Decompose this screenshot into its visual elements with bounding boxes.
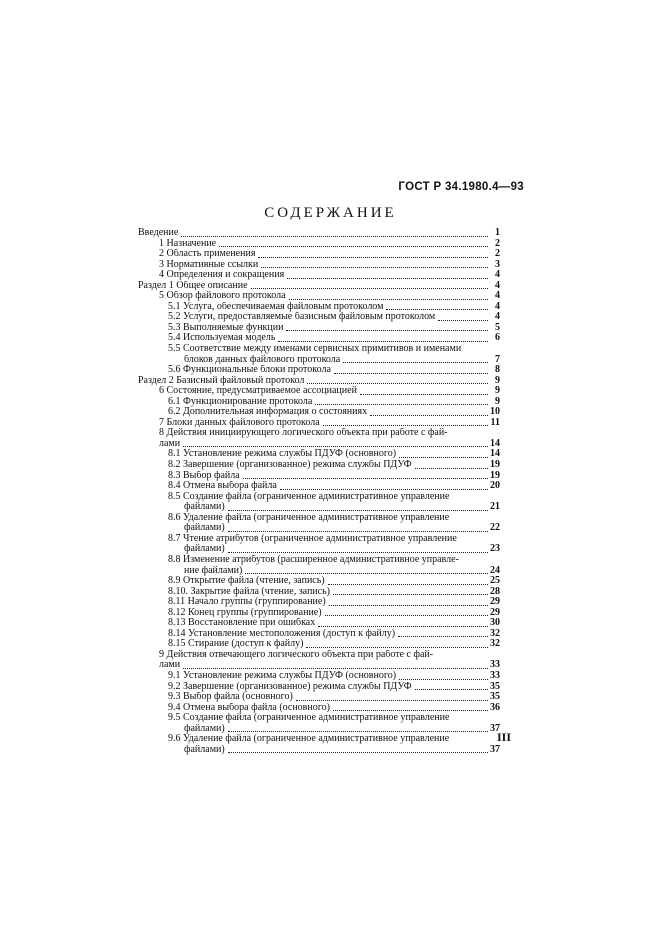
toc-entry-page: 24: [490, 564, 500, 576]
toc-entry: [138, 323, 500, 334]
toc-entry: [138, 703, 500, 714]
toc-entry-page: 32: [490, 627, 500, 639]
toc-entry-label: 8.9 Открытие файла (чтение, запись): [168, 576, 325, 587]
toc-entry-label: лами: [159, 438, 181, 449]
dot-leader: [181, 235, 488, 237]
toc-entry-label: 1 Назначение: [159, 238, 217, 249]
dot-leader: [323, 424, 488, 426]
toc-entry-page: 20: [490, 480, 500, 492]
dot-leader: [415, 467, 488, 469]
dot-leader: [325, 614, 488, 616]
toc-entry-label: 8.5 Создание файла (ограниченное административное управление: [168, 491, 450, 502]
toc-entry: [138, 576, 500, 587]
dot-leader: [329, 604, 488, 606]
toc-entry: [138, 734, 500, 745]
toc-entry-label: 7 Блоки данных файлового протокола: [159, 417, 320, 428]
toc-entry: [138, 745, 500, 756]
toc-entry: [138, 660, 500, 671]
toc-entry: [138, 397, 500, 408]
toc-entry-page: 5: [495, 321, 500, 333]
toc-entry-label: лами: [159, 660, 181, 671]
dot-leader: [398, 635, 488, 637]
dot-leader: [251, 287, 488, 289]
toc-entry-label: 8.3 Выбор файла: [168, 470, 240, 481]
toc-entry-label: 8.2 Завершение (организованное) режима службы ПДУФ: [168, 460, 412, 471]
dot-leader: [261, 266, 488, 268]
toc-entry-label: 4 Определения и сокращения: [159, 270, 285, 281]
toc-entry: [138, 312, 500, 323]
toc-entry-page: 4: [495, 311, 500, 323]
toc-entry: [138, 629, 500, 640]
toc-entry-page: 33: [490, 669, 500, 681]
dot-leader: [333, 709, 488, 711]
dot-leader: [278, 340, 488, 342]
toc-entry: [138, 671, 500, 682]
toc-entry-label: 9.4 Отмена выбора файла (основного): [168, 702, 330, 713]
toc-entry-label: 9 Действия отвечающего логического объекта при работе с фай-: [159, 649, 434, 660]
toc-entry-label: 9.2 Завершение (организованное) режима службы ПДУФ: [168, 681, 412, 692]
page-title: СОДЕРЖАНИЕ: [264, 205, 397, 221]
toc-entry-page: 33: [490, 659, 500, 671]
toc-entry-page: 4: [495, 269, 500, 281]
toc-entry: [138, 523, 500, 534]
toc-entry: [138, 534, 500, 545]
dot-leader: [228, 730, 488, 732]
dot-leader: [228, 509, 488, 511]
toc-entry-label: 5 Обзор файлового протокола: [159, 291, 286, 302]
toc-entry-page: 32: [490, 638, 500, 650]
toc-entry-label: Раздел 2 Базисный файловый протокол: [138, 375, 305, 386]
toc-entry-label: файлами): [184, 523, 225, 534]
document-standard-header: ГОСТ Р 34.1980.4—93: [398, 181, 524, 193]
dot-leader: [415, 688, 488, 690]
toc-entry-page: 22: [490, 522, 500, 534]
toc-entry: [138, 449, 500, 460]
toc-entry: [138, 682, 500, 693]
toc-entry-page: 25: [490, 575, 500, 587]
toc-entry: [138, 355, 500, 366]
toc-entry: [138, 713, 500, 724]
toc-entry: [138, 618, 500, 629]
toc-entry: [138, 270, 500, 281]
toc-entry-label: 8.7 Чтение атрибутов (ограниченное административное управление: [168, 533, 457, 544]
toc-entry: [138, 333, 500, 344]
toc-entry-label: 8.14 Установление местоположения (доступ к файлу): [168, 628, 396, 639]
toc-entry: [138, 439, 500, 450]
dot-leader: [228, 530, 488, 532]
toc-entry-label: 6.1 Функционирование протокола: [168, 396, 313, 407]
toc-entry: [138, 724, 500, 735]
toc-entry: [138, 418, 500, 429]
toc-entry-label: 5.2 Услуги, предоставляемые базисным файловым протоколом: [168, 312, 436, 323]
table-of-contents: [138, 228, 500, 755]
dot-leader: [333, 593, 488, 595]
dot-leader: [343, 361, 488, 363]
toc-entry-page: 14: [490, 437, 500, 449]
toc-entry-page: 2: [495, 237, 500, 249]
dot-leader: [228, 751, 488, 753]
toc-entry-label: 8.12 Конец группы (группирование): [168, 607, 322, 618]
toc-entry-label: 8.8 Изменение атрибутов (расширенное административное управле-: [168, 554, 459, 565]
toc-entry: [138, 428, 500, 439]
toc-entry-page: 35: [490, 691, 500, 703]
dot-leader: [245, 572, 488, 574]
toc-entry-page: 14: [490, 448, 500, 460]
toc-entry-page: 36: [490, 701, 500, 713]
dot-leader: [306, 646, 488, 648]
toc-entry-page: 19: [490, 469, 500, 481]
toc-entry: [138, 587, 500, 598]
toc-entry-page: 4: [495, 290, 500, 302]
dot-leader: [286, 329, 488, 331]
toc-entry-label: 5.1 Услуга, обеспечиваемая файловым протоколом: [168, 301, 384, 312]
toc-entry-label: 3 Нормативные ссылки: [159, 259, 259, 270]
dot-leader: [228, 551, 488, 553]
toc-entry-label: файлами): [184, 502, 225, 513]
toc-entry: [138, 650, 500, 661]
toc-entry-page: 35: [490, 680, 500, 692]
toc-entry: [138, 639, 500, 650]
toc-entry-label: файлами): [184, 744, 225, 755]
toc-entry: [138, 407, 500, 418]
toc-entry-label: 9.6 Удаление файла (ограниченное административное управление: [168, 734, 450, 745]
page-number: III: [496, 730, 511, 744]
toc-entry-page: 9: [495, 385, 500, 397]
toc-entry: [138, 608, 500, 619]
toc-entry: [138, 376, 500, 387]
dot-leader: [328, 583, 488, 585]
toc-entry-label: 8.6 Удаление файла (ограниченное административное управление: [168, 512, 450, 523]
dot-leader: [258, 256, 488, 258]
dot-leader: [399, 456, 488, 458]
toc-entry: [138, 239, 500, 250]
dot-leader: [280, 488, 488, 490]
toc-entry-page: 29: [490, 606, 500, 618]
toc-entry-page: 9: [495, 395, 500, 407]
toc-entry-page: 23: [490, 543, 500, 555]
toc-entry: [138, 460, 500, 471]
toc-entry-label: 6.2 Дополнительная информация о состояниях: [168, 407, 368, 418]
toc-entry-page: 4: [495, 279, 500, 291]
dot-leader: [183, 445, 488, 447]
toc-entry: [138, 502, 500, 513]
toc-entry-page: 2: [495, 248, 500, 260]
toc-entry: [138, 471, 500, 482]
dot-leader: [360, 393, 488, 395]
toc-entry-label: Раздел 1 Общее описание: [138, 280, 248, 291]
toc-entry: [138, 555, 500, 566]
toc-entry-page: 6: [495, 332, 500, 344]
toc-entry-page: 37: [490, 743, 500, 755]
dot-leader: [318, 625, 488, 627]
toc-entry-label: 2 Область применения: [159, 249, 256, 260]
toc-entry-label: 6 Состояние, предусматриваемое ассоциацией: [159, 386, 357, 397]
dot-leader: [438, 319, 488, 321]
toc-entry-page: 8: [495, 364, 500, 376]
dot-leader: [307, 382, 488, 384]
dot-leader: [334, 372, 488, 374]
dot-leader: [296, 699, 488, 701]
toc-entry: [138, 228, 500, 239]
toc-entry: [138, 544, 500, 555]
toc-entry-label: 8 Действия инициирующего логического объекта при работе с фай-: [159, 428, 448, 439]
toc-entry: [138, 281, 500, 292]
toc-entry: [138, 492, 500, 503]
toc-entry-label: ние файлами): [184, 565, 243, 576]
toc-entry-page: 30: [490, 617, 500, 629]
toc-entry-page: 3: [495, 258, 500, 270]
toc-entry: [138, 566, 500, 577]
dot-leader: [370, 414, 488, 416]
toc-entry: [138, 692, 500, 703]
toc-entry-label: 8.13 Восстановление при ошибках: [168, 618, 316, 629]
dot-leader: [315, 403, 488, 405]
toc-entry-label: 9.1 Установление режима службы ПДУФ (основного): [168, 670, 397, 681]
dot-leader: [219, 245, 488, 247]
toc-entry: [138, 249, 500, 260]
toc-entry-label: 5.6 Функциональные блоки протокола: [168, 365, 331, 376]
toc-entry-label: 9.5 Создание файла (ограниченное административное управление: [168, 713, 450, 724]
dot-leader: [243, 477, 488, 479]
toc-entry-label: блоков данных файлового протокола: [184, 354, 341, 365]
toc-entry-page: 11: [490, 416, 500, 428]
toc-entry-label: 8.1 Установление режима службы ПДУФ (основного): [168, 449, 397, 460]
toc-entry-page: 19: [490, 459, 500, 471]
toc-entry: [138, 365, 500, 376]
toc-entry: [138, 344, 500, 355]
dot-leader: [287, 277, 488, 279]
toc-entry-label: 5.3 Выполняемые функции: [168, 322, 284, 333]
toc-entry: [138, 260, 500, 271]
toc-entry-page: 1: [495, 227, 500, 238]
toc-entry-label: файлами): [184, 723, 225, 734]
toc-entry-label: 5.5 Соответствие между именами сервисных примитивов и именами: [168, 344, 462, 355]
toc-entry: [138, 513, 500, 524]
dot-leader: [183, 667, 488, 669]
toc-entry-page: 10: [490, 406, 500, 418]
toc-entry-label: 8.11 Начало группы (группирование): [168, 597, 326, 608]
toc-entry-label: 9.3 Выбор файла (основного): [168, 692, 293, 703]
toc-entry: [138, 481, 500, 492]
toc-entry-label: 8.15 Стирание (доступ к файлу): [168, 639, 304, 650]
toc-entry: [138, 291, 500, 302]
dot-leader: [386, 308, 488, 310]
toc-entry: [138, 386, 500, 397]
toc-entry-label: 8.4 Отмена выбора файла: [168, 481, 277, 492]
toc-entry-label: Введение: [138, 228, 179, 238]
dot-leader: [289, 298, 488, 300]
toc-entry-page: 21: [490, 501, 500, 513]
toc-entry-page: 7: [495, 353, 500, 365]
toc-entry-page: 9: [495, 374, 500, 386]
toc-entry-page: 29: [490, 596, 500, 608]
toc-entry: [138, 302, 500, 313]
toc-entry-label: 5.4 Используемая модель: [168, 333, 276, 344]
dot-leader: [399, 678, 488, 680]
toc-entry-page: 4: [495, 300, 500, 312]
toc-entry: [138, 597, 500, 608]
toc-entry-page: 37: [490, 722, 500, 734]
toc-entry-label: файлами): [184, 544, 225, 555]
toc-entry-label: 8.10. Закрытие файла (чтение, запись): [168, 586, 330, 597]
toc-entry-page: 28: [490, 585, 500, 597]
